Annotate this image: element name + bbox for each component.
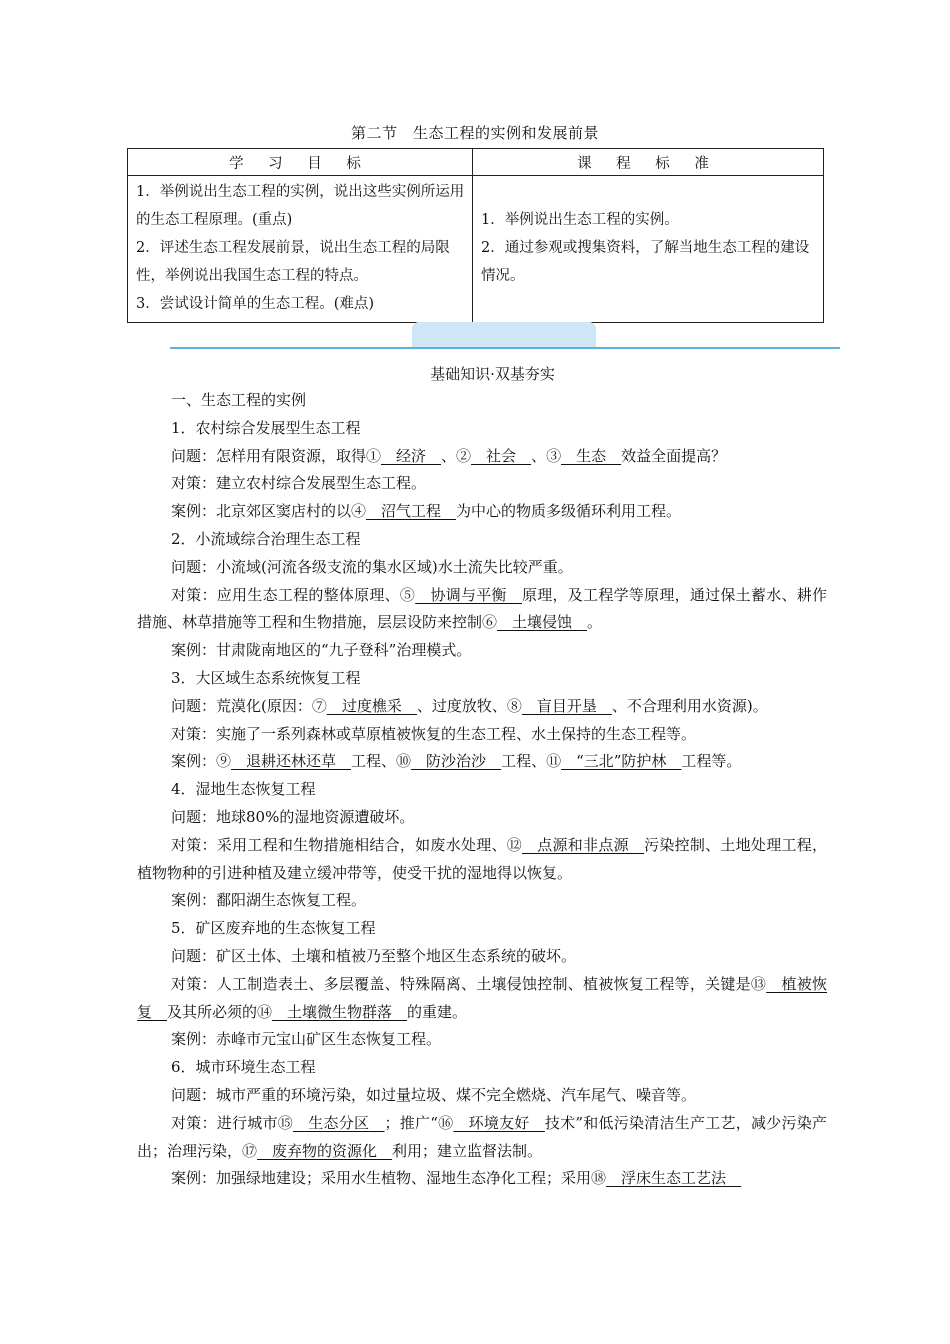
text-run: 问题：荒漠化(原因：⑦ [171, 696, 327, 715]
text-run: 利用；建立监督法制。 [392, 1141, 543, 1160]
standard-item: 1．举例说出生态工程的实例。 [481, 212, 679, 228]
text-run: 4．湿地生态恢复工程 [171, 780, 316, 799]
answer-blank: 生态分区 [292, 1113, 385, 1132]
paragraph [137, 971, 827, 1027]
paragraph [137, 1110, 827, 1166]
answer-blank: 植被恢复 [137, 974, 827, 1021]
curriculum-standards-cell [473, 176, 824, 323]
paragraph [137, 693, 827, 721]
answer-blank: 生态 [561, 446, 622, 465]
paragraph [137, 637, 827, 665]
section-heading: 基础知识·双基夯实 [430, 365, 555, 383]
text-run: 对策：进行城市⑮ [171, 1113, 293, 1132]
text-run: 问题：矿区土体、土壤和植被乃至整个地区生态系统的破坏。 [171, 946, 577, 965]
text-run: 案例：⑨ [171, 752, 232, 771]
answer-blank: 土壤微生物群落 [272, 1002, 408, 1021]
paragraph [137, 1026, 827, 1054]
objectives-table [127, 148, 824, 323]
text-run: 、③ [531, 446, 562, 465]
text-run: 6．城市环境生态工程 [171, 1058, 316, 1077]
paragraph [137, 1054, 827, 1082]
answer-blank: 点源和非点源 [522, 835, 645, 854]
text-run: 问题：城市严重的环境污染，如过量垃圾、煤不完全燃烧、汽车尾气、噪音等。 [171, 1085, 697, 1104]
text-run: 及其所必须的⑭ [167, 1002, 273, 1021]
text-run: 问题：小流域(河流各级支流的集水区域)水土流失比较严重。 [171, 557, 573, 576]
text-run: 5．矿区废弃地的生态恢复工程 [171, 919, 376, 938]
text-run: 效益全面提高？ [621, 446, 727, 465]
header-learning-goals: 学 习 目 标 [128, 149, 473, 176]
answer-blank: 社会 [471, 446, 532, 465]
paragraph [137, 804, 827, 832]
text-run: 的重建。 [407, 1002, 468, 1021]
answer-blank: 退耕还林还草 [231, 752, 352, 771]
answer-blank: 过度樵采 [326, 696, 417, 715]
text-run: 对策：建立农村综合发展型生态工程。 [171, 474, 427, 493]
paragraph [137, 776, 827, 804]
header-curriculum-standards: 课 程 标 准 [473, 149, 824, 176]
text-run: 。 [587, 613, 603, 632]
paragraph [137, 1082, 827, 1110]
paragraph [137, 582, 827, 638]
text-run: 1．农村综合发展型生态工程 [171, 418, 361, 437]
paragraph [137, 387, 827, 415]
goal-item: 3．尝试设计简单的生态工程。(难点) [136, 296, 375, 312]
page-title: 第二节 生态工程的实例和发展前景 [350, 124, 599, 142]
paragraph [137, 721, 827, 749]
answer-blank: 土壤侵蚀 [497, 613, 588, 632]
answer-blank: “三北”防护林 [561, 752, 682, 771]
paragraph [137, 665, 827, 693]
paragraph [137, 526, 827, 554]
paragraph [137, 887, 827, 915]
text-run: 、过度放牧、⑧ [416, 696, 522, 715]
text-run: 工程、⑪ [501, 752, 562, 771]
text-run: 工程、⑩ [351, 752, 412, 771]
paragraph [137, 470, 827, 498]
text-run: 问题：怎样用有限资源，取得① [171, 446, 382, 465]
paragraph [137, 915, 827, 943]
paragraph [137, 554, 827, 582]
answer-blank: 盲目开垦 [521, 696, 612, 715]
answer-blank: 环境友好 [453, 1113, 545, 1132]
text-run: 案例：北京郊区窦店村的以④ [171, 502, 367, 521]
text-run: 案例：甘肃陇南地区的“九子登科”治理模式。 [171, 641, 472, 660]
answer-blank: 协调与平衡 [415, 585, 523, 604]
text-run: 、不合理利用水资源)。 [611, 696, 768, 715]
section-tab-decoration [412, 322, 596, 348]
text-run: 案例：鄱阳湖生态恢复工程。 [171, 891, 367, 910]
standard-item: 2．通过参观或搜集资料，了解当地生态工程的建设情况。 [481, 240, 810, 284]
text-run: 2．小流域综合治理生态工程 [171, 529, 361, 548]
text-run: 对策：采用工程和生物措施相结合，如废水处理、⑫ [171, 835, 523, 854]
paragraph [137, 832, 827, 888]
text-run: 工程等。 [681, 752, 742, 771]
goal-item: 2．评述生态工程发展前景，说出生态工程的局限性，举例说出我国生态工程的特点。 [136, 240, 450, 284]
text-run: 、② [441, 446, 472, 465]
text-run: 对策：实施了一系列森林或草原植被恢复的生态工程、水土保持的生态工程等。 [171, 724, 697, 743]
section-divider [170, 347, 840, 349]
goal-item: 1．举例说出生态工程的实例，说出这些实例所运用的生态工程原理。(重点) [136, 184, 465, 228]
text-run: 问题：地球80%的湿地资源遭破坏。 [171, 807, 415, 826]
text-run: 污染控制、土地处理工程，植物物种的引进种植及建立缓冲带等，使受干扰的湿地得以恢复。 [137, 835, 827, 882]
text-run: ；推广“⑯ [384, 1113, 454, 1132]
text-run: 案例：加强绿地建设；采用水生植物、湿地生态净化工程；采用⑱ [171, 1169, 607, 1188]
paragraph [137, 415, 827, 443]
text-run: 对策：应用生态工程的整体原理、⑤ [171, 585, 416, 604]
text-run: 对策：人工制造表土、多层覆盖、特殊隔离、土壤侵蚀控制、植被恢复工程等，关键是⑬ [171, 974, 767, 993]
answer-blank: 废弃物的资源化 [257, 1141, 393, 1160]
paragraph [137, 748, 827, 776]
answer-blank: 防沙治沙 [411, 752, 502, 771]
text-run: 技术”和低污染清洁生产工艺，减少污染产出；治理污染，⑰ [137, 1113, 827, 1160]
content-body [137, 387, 827, 1193]
text-run: 3．大区域生态系统恢复工程 [171, 668, 361, 687]
paragraph [137, 1165, 827, 1193]
text-run: 原理，及工程学等原理，通过保土蓄水、耕作措施、林草措施等工程和生物措施，层层设防来控制⑥ [137, 585, 827, 632]
text-run: 为中心的物质多级循环利用工程。 [456, 502, 682, 521]
answer-blank: 浮床生态工艺法 [606, 1169, 742, 1188]
text-run: 一、生态工程的实例 [171, 391, 307, 409]
paragraph [137, 498, 827, 526]
text-run: 案例：赤峰市元宝山矿区生态恢复工程。 [171, 1030, 442, 1049]
paragraph [137, 443, 827, 471]
paragraph [137, 943, 827, 971]
answer-blank: 经济 [381, 446, 442, 465]
answer-blank: 沼气工程 [366, 502, 457, 521]
learning-goals-cell [128, 176, 473, 323]
